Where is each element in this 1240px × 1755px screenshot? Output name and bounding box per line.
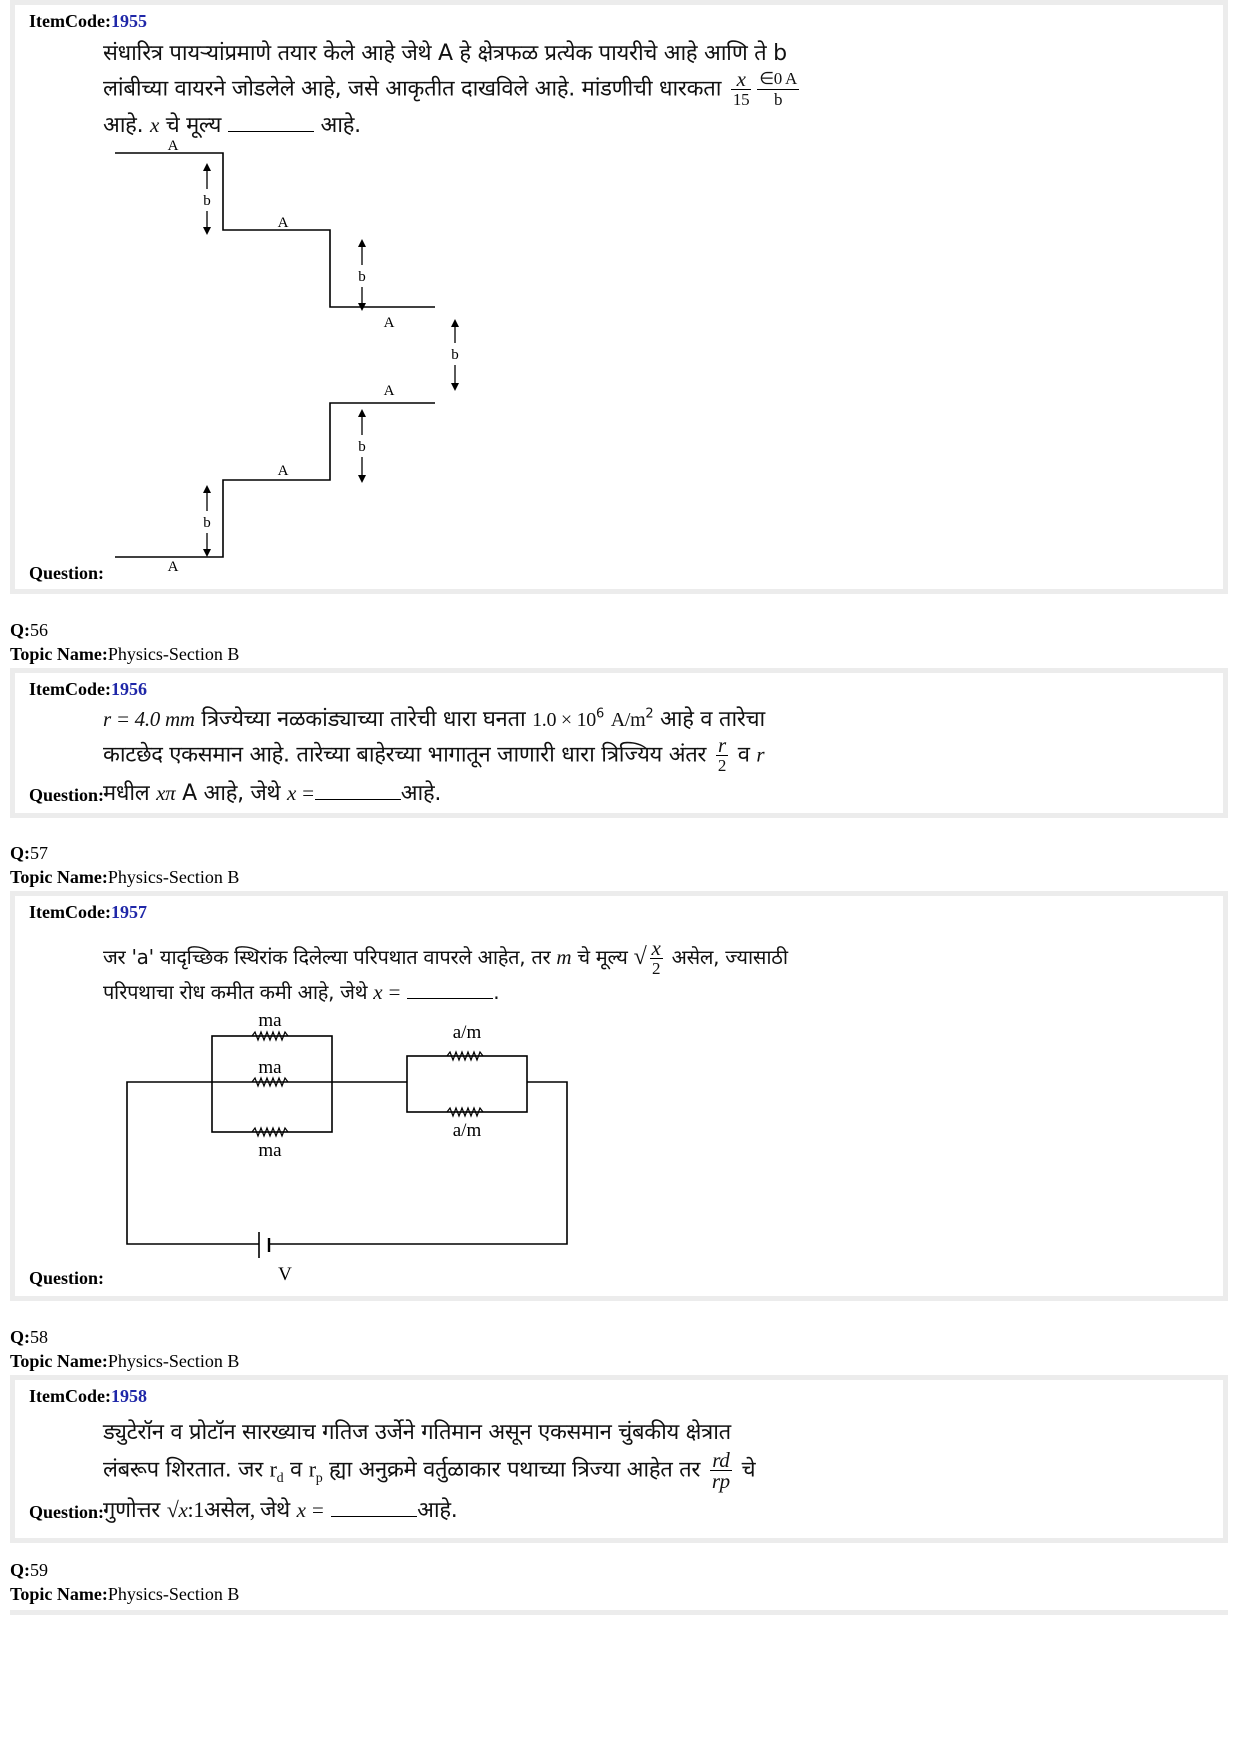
topic-name: Topic Name:Physics-Section B [10,1351,240,1371]
answer-blank [315,799,401,800]
staircase-capacitor-diagram [15,5,475,595]
question-text-line-1: r = 4.0 mm त्रिज्येच्या नळकांड्याच्या तारेची धारा घनता $1.0 \times 10^6$ $A/m^2$ आहे व तारेचा [103,706,765,732]
resistor-label-ma: ma [258,1140,282,1161]
gap-label-b: b [451,347,459,363]
item-code: ItemCode:1955 [29,11,147,31]
item-code: ItemCode:1958 [29,1386,147,1406]
topic-name: Topic Name:Physics-Section B [10,1584,240,1604]
fraction-r-2: $\frac{r}{2}$ [717,733,727,775]
question-text-line-2: लांबीच्या वायरने जोडलेले आहे, जसे आकृतीत दाखविले आहे. मांडणीची धारकता $\frac{x}{15}$ $\frac{\in 0 A}{b}$ [103,67,797,109]
question-text-line-1: जर 'a' यादृच्छिक स्थिरांक दिलेल्या परिपथात वापरले आहेत, तर m चे मूल्य √ $\frac{x}{2}$ असेल, ज्यासाठी [103,936,788,978]
question-text-line-3: मधील xπ A आहे, जेथे x = आहे. [103,781,442,806]
item-1955 [10,0,1228,594]
plate-label-A: A [277,215,289,231]
question-number: Q:58 [10,1327,48,1347]
resistor-circuit-diagram [15,896,615,1296]
question-text-line-2: काटछेद एकसमान आहे. तारेच्या बाहेरच्या भागातून जाणारी धारा त्रिज्यिय अंतर $\frac{r}{2}$ व r [103,733,765,775]
plate-label-A: A [383,383,395,399]
resistor-label-am: a/m [452,1022,482,1043]
question-label: Question: [29,563,105,583]
question-label: Question: [29,785,105,805]
item-code: ItemCode:1957 [29,902,147,922]
question-text-line-2: लंबरूप शिरतात. जर $r_d$ व $r_p$ ह्या अनुक्रमे वर्तुळाकार पथाच्या त्रिज्या आहेत तर $\frac{rd}{rp}$ चे [103,1448,756,1493]
gap-label-b: b [203,515,211,531]
fraction-rd-rp: $\frac{rd}{rp}$ [711,1448,730,1493]
fraction-e0a-b: $\frac{\in 0 A}{b}$ [759,69,797,109]
question-number: Q:57 [10,843,48,863]
fraction-x-15: $\frac{x}{15}$ [732,67,750,109]
plate-label-A: A [383,315,395,331]
plate-label-A: A [167,138,179,154]
question-text-line-3: गुणोत्तर √x:1असेल, जेथे x = आहे. [103,1497,458,1523]
resistor-label-am: a/m [452,1120,482,1141]
sqrt-x-over-2: √ $\frac{x}{2}$ [633,936,661,978]
plate-label-A: A [277,463,289,479]
question-label: Question: [29,1268,105,1288]
resistor-label-ma: ma [258,1010,282,1031]
question-text-line-1: ड्युटेरॉन व प्रोटॉन सारख्याच गतिज उर्जेने गतिमान असून एकसमान चुंबकीय क्षेत्रात [103,1420,731,1445]
item-code: ItemCode:1956 [29,679,147,699]
question-number: Q:56 [10,620,48,640]
item-1956 [10,668,1228,818]
question-label: Question: [29,1502,105,1522]
question-text-line-1: संधारित्र पायऱ्यांप्रमाणे तयार केले आहे जेथे A हे क्षेत्रफळ प्रत्येक पायरीचे आहे आणि ते b [103,41,787,66]
topic-name: Topic Name:Physics-Section B [10,867,240,887]
question-text-line-2: परिपथाचा रोध कमीत कमी आहे, जेथे x = . [103,980,500,1004]
question-text-line-3: आहे. x चे मूल्य आहे. [103,113,361,138]
section-separator [10,1610,1228,1615]
plate-label-A: A [167,559,179,575]
gap-label-b: b [203,193,211,209]
battery-label-V: V [278,1264,292,1285]
item-1958 [10,1375,1228,1543]
item-1957 [10,891,1228,1301]
topic-name: Topic Name:Physics-Section B [10,644,240,664]
gap-label-b: b [358,269,366,285]
answer-blank [331,1516,417,1517]
resistor-label-ma: ma [258,1057,282,1078]
question-number: Q:59 [10,1560,48,1580]
gap-label-b: b [358,439,366,455]
